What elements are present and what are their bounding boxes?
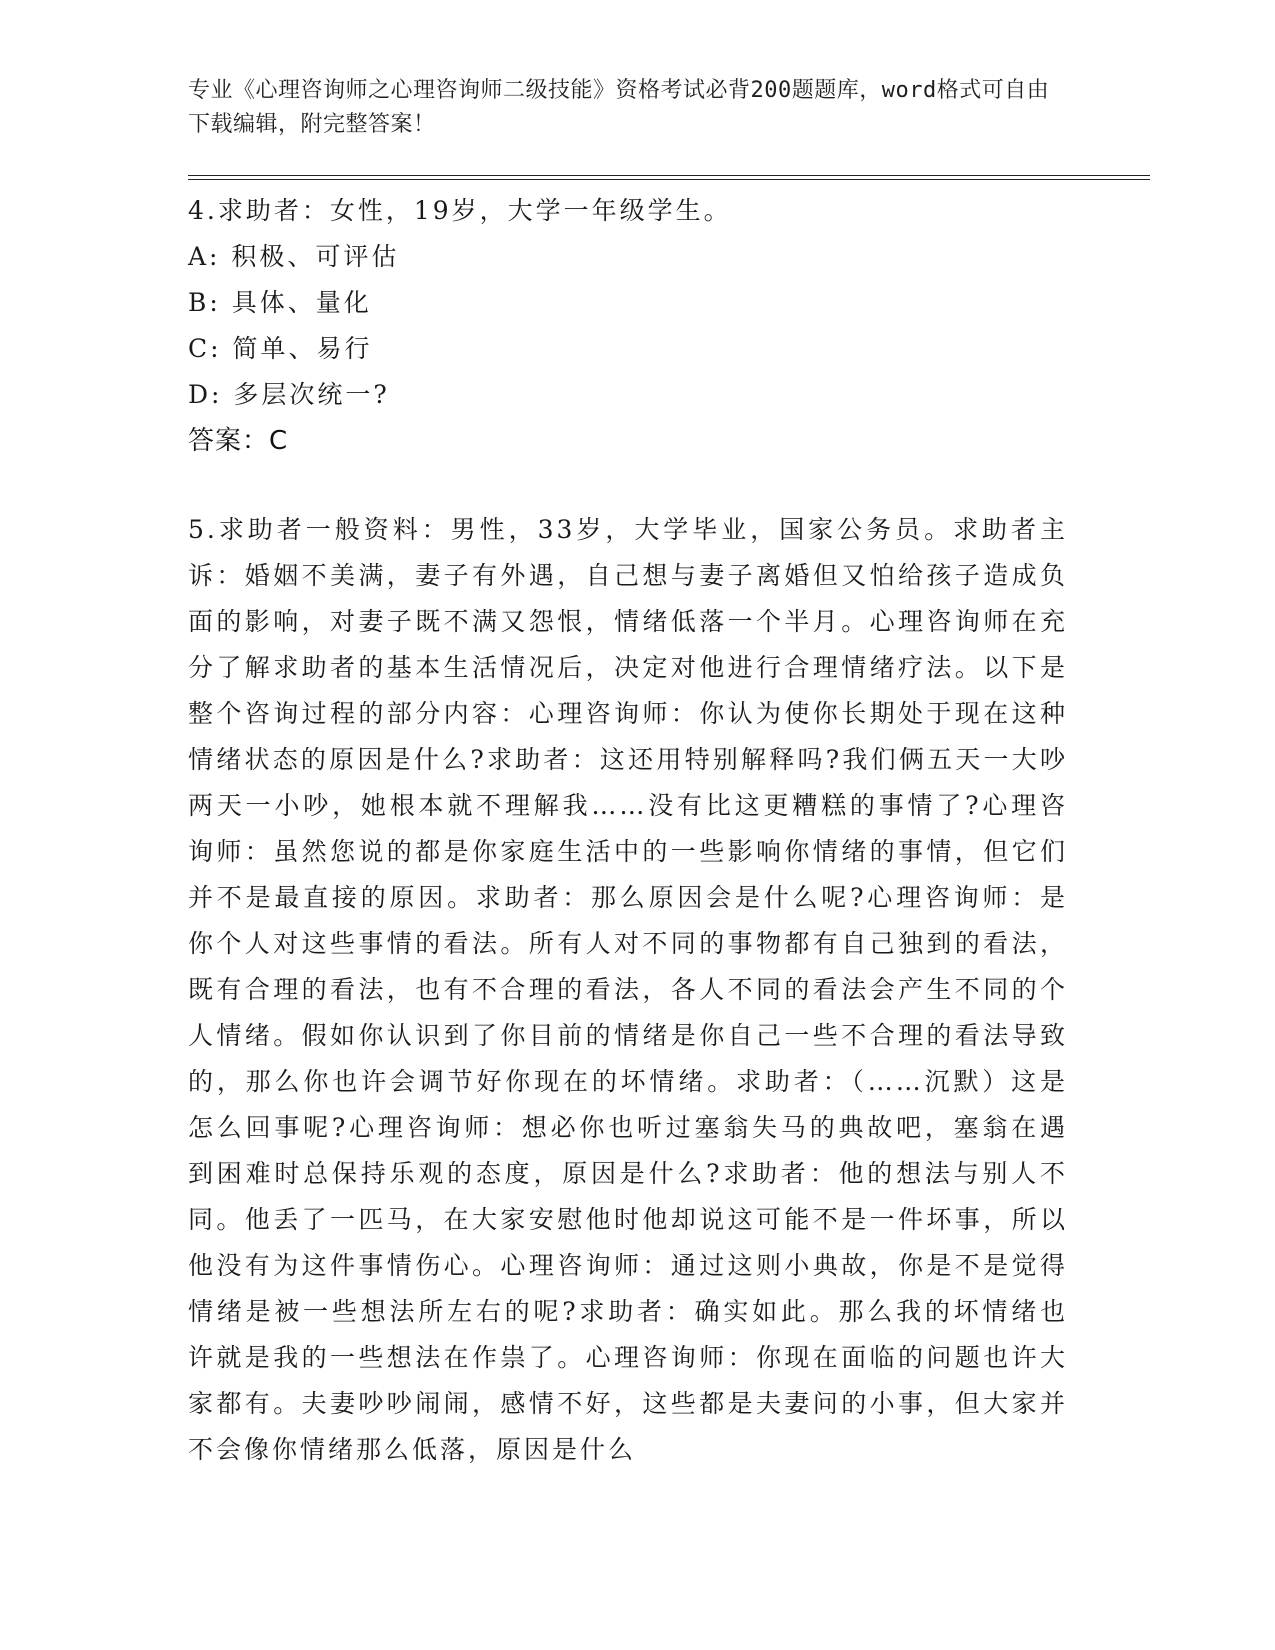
question-4-option-c: C: 简单、易行 [188,334,373,363]
document-header-title: 专业《心理咨询师之心理咨询师二级技能》资格考试必背200题题库，word格式可自由下载编辑，附完整答案！ [188,78,1050,137]
question-4 [188,188,1068,464]
header-divider [188,175,1150,180]
question-4-option-a: A: 积极、可评估 [188,242,400,271]
question-4-option-b: B: 具体、量化 [188,288,372,317]
question-5-stem: 5.求助者一般资料：男性，33岁，大学毕业，国家公务员。求助者主诉：婚姻不美满，妻子有外遇，自己想与妻子离婚但又怕给孩子造成负面的影响，对妻子既不满又怨恨，情绪低落一个半月。心理咨询师在充分了解求助者的基本生活情况后，决定对他进行合理情绪疗法。以下是整个咨询过程的部分内容：心理咨询师：你认为使你长期处于现在这种情绪状态的原因是什么?求助者：这还用特别解释吗?我们俩五天一大吵两天一小吵，她根本就不理解我……没有比这更糟糕的事情了?心理咨询师：虽然您说的都是你家庭生活中的一些影响你情绪的事情，但它们并不是最直接的原因。求助者：那么原因会是什么呢?心理咨询师：是你个人对这些事情的看法。所有人对不同的事物都有自己独到的看法，既有合理的看法，也有不合理的看法，各人不同的看法会产生不同的个人情绪。假如你认识到了你目前的情绪是你自己一些不合理的看法导致的，那么你也许会调节好你现在的坏情绪。求助者：（……沉默）这是怎么回事呢?心理咨询师：想必你也听过塞翁失马的典故吧，塞翁在遇到困难时总保持乐观的态度，原因是什么?求助者：他的想法与别人不同。他丢了一匹马，在大家安慰他时他却说这可能不是一件坏事，所以他没有为这件事情伤心。心理咨询师：通过这则小典故，你是不是觉得情绪是被一些想法所左右的呢?求助者：确实如此。那么我的坏情绪也许就是我的一些想法在作祟了。心理咨询师：你现在面临的问题也许大家都有。夫妻吵吵闹闹，感情不好，这些都是夫妻问的小事，但大家并不会像你情绪那么低落，原因是什么 [188,515,1068,1464]
question-4-stem: 4.求助者：女性，19岁，大学一年级学生。 [188,196,732,225]
question-5 [188,507,1068,1473]
question-4-answer: 答案：C [188,426,289,456]
question-4-option-d: D: 多层次统一? [188,380,390,409]
